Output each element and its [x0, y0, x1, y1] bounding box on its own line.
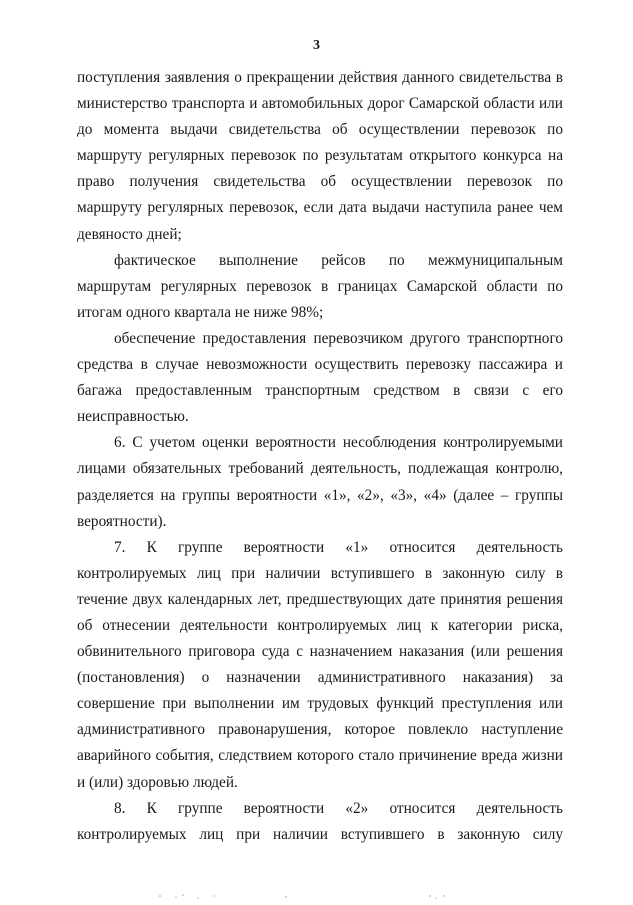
paragraph-replacement-vehicle: обеспечение предоставления перевозчиком другого транспортного средства в случае невозможности осуществить перевозку пассажира и багажа предоставленным транспортным средством в связи с его неисправностью. — [77, 329, 563, 426]
page-number: 3 — [313, 38, 320, 53]
paragraph-item-7: 7. К группе вероятности «1» относится деятельность контролируемых лиц при наличии вступившего в законную силу в течение двух календарных лет, предшествующих дате принятия решения об отнесении деятельности контролируемых лиц к категории риска, обвинительного приговора суда с назначением наказания (или решения (постановления) о назначении административного наказания) за совершение при выполнении им трудовых функций преступления или административного правонарушения, которое повлекло наступление аварийного события, следствием которого стало причинение вреда жизни и (или) здоровью людей. — [77, 538, 563, 791]
document-body — [77, 65, 563, 848]
scan-noise — [0, 885, 633, 905]
paragraph-trip-fulfillment: фактическое выполнение рейсов по межмуниципальным маршрутам регулярных перевозок в границах Самарской области по итогам одного квартала не ниже 98%; — [77, 251, 563, 321]
paragraph-continuation: поступления заявления о прекращении действия данного свидетельства в министерство транспорта и автомобильных дорог Самарской области или до момента выдачи свидетельства об осуществлении перевозок по маршруту регулярных перевозок по результатам открытого конкурса на право получения свидетельства об осуществлении перевозок по маршруту регулярных перевозок, если дата выдачи наступила ранее чем девяносто дней; — [77, 69, 563, 243]
paragraph-item-8: 8. К группе вероятности «2» относится деятельность контролируемых лиц при наличии вступившего в законную силу — [77, 799, 563, 843]
paragraph-item-6: 6. С учетом оценки вероятности несоблюдения контролируемыми лицами обязательных требований деятельность, подлежащая контролю, разделяется на группы вероятности «1», «2», «3», «4» (далее – группы вероятности). — [77, 434, 563, 530]
